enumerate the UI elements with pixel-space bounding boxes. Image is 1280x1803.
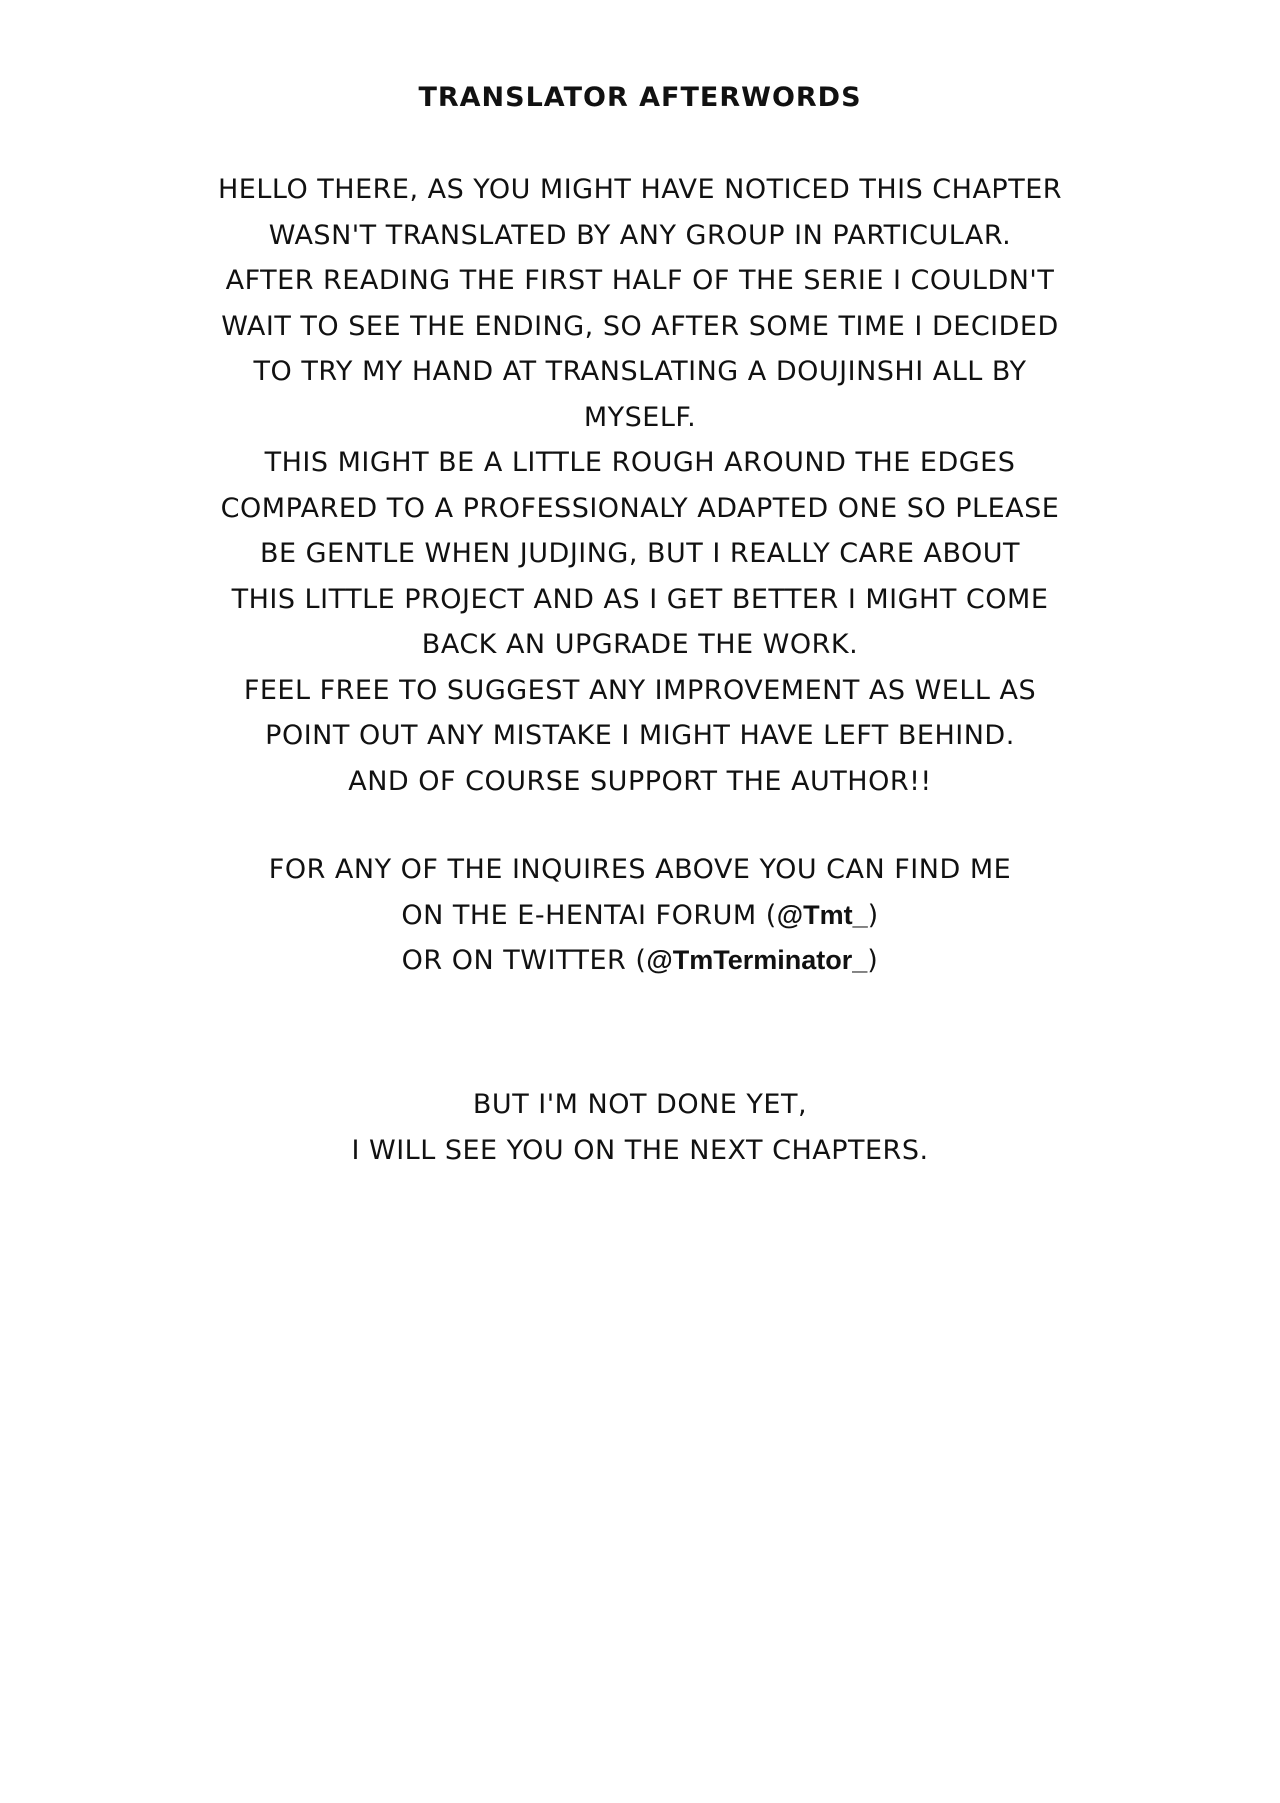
closing-line: I WILL SEE YOU ON THE NEXT CHAPTERS. bbox=[351, 1134, 929, 1166]
contact-forum-suffix: ) bbox=[867, 899, 879, 931]
contact-line: FOR ANY OF THE INQUIRES ABOVE YOU CAN FIND ME bbox=[268, 854, 1012, 885]
intro-line: BE GENTLE WHEN JUDJING, BUT I REALLY CARE ABOUT bbox=[259, 538, 1021, 569]
intro-line: WASN'T TRANSLATED BY ANY GROUP IN PARTICULAR. bbox=[268, 219, 1012, 251]
intro-line: BACK AN UPGRADE THE WORK. bbox=[421, 629, 859, 660]
closing-line: BUT I'M NOT DONE YET, bbox=[472, 1089, 808, 1120]
intro-line: WAIT TO SEE THE ENDING, SO AFTER SOME TIME I DECIDED bbox=[221, 310, 1059, 342]
twitter-handle: @TmTerminator_ bbox=[646, 945, 868, 975]
intro-line: AND OF COURSE SUPPORT THE AUTHOR!! bbox=[348, 765, 932, 797]
intro-line: TO TRY MY HAND AT TRANSLATING A DOUJINSHI ALL BY bbox=[253, 356, 1027, 387]
forum-handle: @Tmt_ bbox=[776, 899, 868, 930]
contact-twitter-prefix: OR ON TWITTER ( bbox=[401, 945, 647, 976]
intro-line: THIS LITTLE PROJECT AND AS I GET BETTER I MIGHT COME bbox=[231, 583, 1049, 615]
intro-line: MYSELF. bbox=[583, 401, 697, 433]
intro-line: FEEL FREE TO SUGGEST ANY IMPROVEMENT AS WELL AS bbox=[243, 674, 1037, 706]
intro-line: THIS MIGHT BE A LITTLE ROUGH AROUND THE EDGES bbox=[264, 447, 1016, 478]
page-title: TRANSLATOR AFTERWORDS bbox=[418, 82, 862, 113]
contact-twitter-suffix: ) bbox=[867, 945, 879, 976]
intro-line: POINT OUT ANY MISTAKE I MIGHT HAVE LEFT BEHIND. bbox=[265, 720, 1015, 751]
contact-forum-prefix: ON THE E-HENTAI FORUM ( bbox=[401, 899, 777, 931]
intro-line: HELLO THERE, AS YOU MIGHT HAVE NOTICED THIS CHAPTER bbox=[217, 174, 1063, 205]
intro-line: AFTER READING THE FIRST HALF OF THE SERIE I COULDN'T bbox=[225, 265, 1055, 296]
intro-paragraph bbox=[140, 167, 1140, 804]
intro-line: COMPARED TO A PROFESSIONALY ADAPTED ONE SO PLEASE bbox=[220, 492, 1060, 524]
contact-forum-line bbox=[140, 893, 1140, 939]
contact-twitter-line bbox=[140, 938, 1140, 984]
closing-paragraph bbox=[140, 1082, 1140, 1173]
contact-paragraph bbox=[140, 847, 1140, 984]
